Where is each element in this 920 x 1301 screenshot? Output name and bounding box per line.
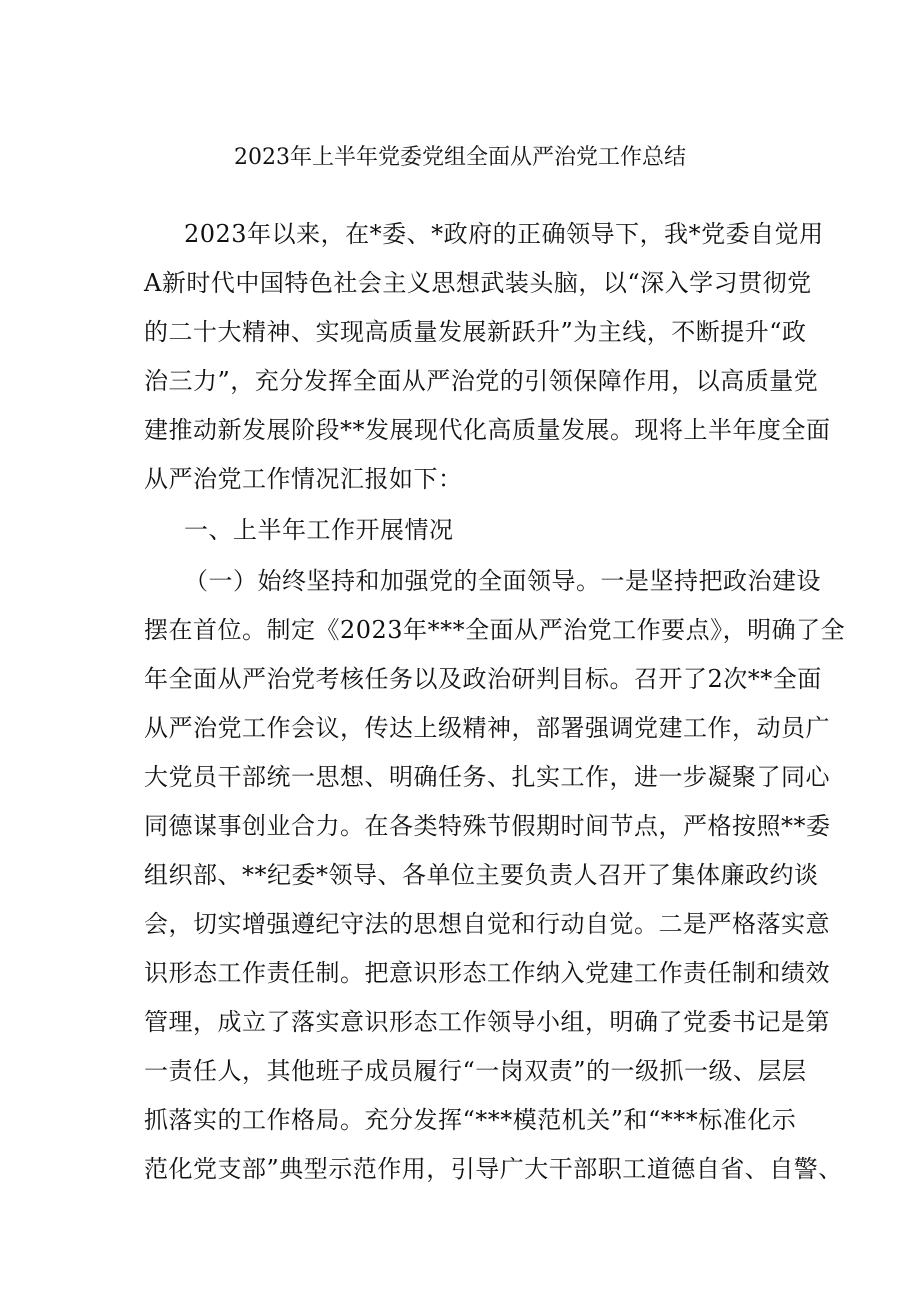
paragraph-line: 会，切实增强遵纪守法的思想自觉和行动自觉。二是严格落实意 — [144, 910, 830, 938]
paragraph-line: 从严治党工作会议，传达上级精神，部署强调党建工作，动员广 — [144, 714, 830, 742]
paragraph-line: 识形态工作责任制。把意识形态工作纳入党建工作责任制和绩效 — [144, 959, 830, 987]
paragraph-line: 2023年以来，在*委、*政府的正确领导下，我*党委自觉用 — [184, 220, 824, 248]
paragraph-line: A新时代中国特色社会主义思想武装头脑，以“深入学习贯彻党 — [144, 269, 812, 297]
paragraph-line: 从严治党工作情况汇报如下： — [144, 465, 463, 493]
paragraph-line: 摆在首位。制定《2023年***全面从严治党工作要点》，明确了全 — [144, 616, 846, 644]
paragraph-line: （一）始终坚持和加强党的全面领导。一是坚持把政治建设 — [184, 567, 821, 595]
section-heading: 一、上半年工作开展情况 — [184, 516, 454, 544]
document-title: 2023年上半年党委党组全面从严治党工作总结 — [234, 145, 686, 170]
paragraph-line: 范化党支部”典型示范作用，引导广大干部职工道德自省、自警、 — [144, 1155, 843, 1183]
paragraph-line: 抓落实的工作格局。充分发挥“***模范机关”和“***标准化示 — [144, 1106, 797, 1134]
paragraph-line: 同德谋事创业合力。在各类特殊节假期时间节点，严格按照**委 — [144, 812, 831, 840]
paragraph-line: 大党员干部统一思想、明确任务、扎实工作，进一步凝聚了同心 — [144, 763, 830, 791]
document-body — [144, 210, 846, 1194]
paragraph-line: 年全面从严治党考核任务以及政治研判目标。召开了2次**全面 — [144, 665, 822, 693]
paragraph-line: 组织部、**纪委*领导、各单位主要负责人召开了集体廉政约谈 — [144, 861, 819, 889]
paragraph-line: 治三力”，充分发挥全面从严治党的引领保障作用，以高质量党 — [144, 367, 819, 395]
paragraph-line: 的二十大精神、实现高质量发展新跃升”为主线，不断提升“政 — [144, 318, 807, 346]
paragraph-line: 管理，成立了落实意识形态工作领导小组，明确了党委书记是第 — [144, 1008, 830, 1036]
paragraph-line: 建推动新发展阶段**发展现代化高质量发展。现将上半年度全面 — [144, 416, 831, 444]
paragraph-line: 一责任人，其他班子成员履行“一岗双责”的一级抓一级、层层 — [144, 1057, 807, 1085]
